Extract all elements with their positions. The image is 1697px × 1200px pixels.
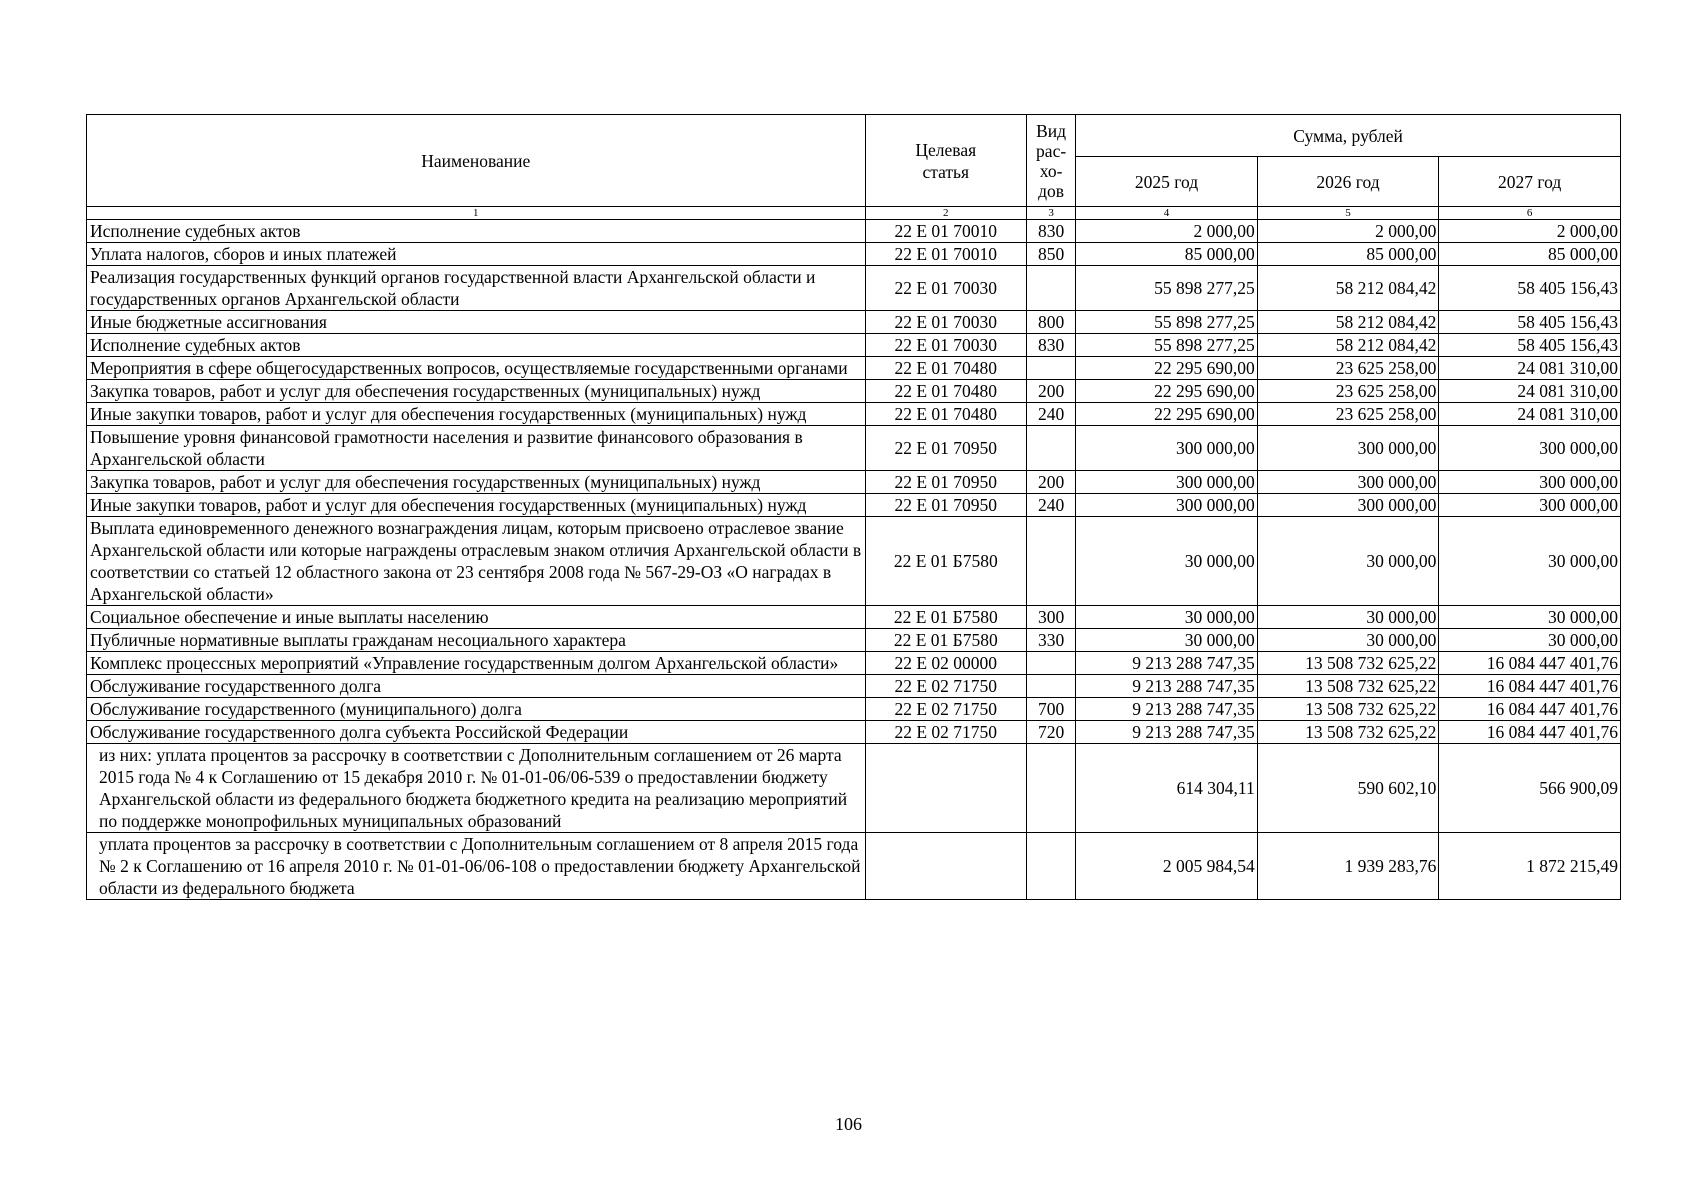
row-expense-kind <box>1027 652 1076 675</box>
header-kind-line: дов <box>1038 180 1065 201</box>
row-name: Иные закупки товаров, работ и услуг для обеспечения государственных (муниципальных) нужд <box>87 403 866 426</box>
row-amount-2027: 24 081 310,00 <box>1439 357 1621 380</box>
row-amount-2027: 300 000,00 <box>1439 494 1621 517</box>
header-kind-line: рас- <box>1036 140 1067 161</box>
row-name: Иные закупки товаров, работ и услуг для обеспечения государственных (муниципальных) нужд <box>87 494 866 517</box>
column-number: 6 <box>1439 207 1621 220</box>
row-name: Исполнение судебных актов <box>87 220 866 243</box>
row-expense-kind: 700 <box>1027 698 1076 721</box>
row-expense-kind <box>1027 357 1076 380</box>
row-amount-2025: 55 898 277,25 <box>1076 266 1258 311</box>
header-kind <box>1027 115 1076 207</box>
row-amount-2027: 300 000,00 <box>1439 471 1621 494</box>
row-amount-2027: 16 084 447 401,76 <box>1439 721 1621 744</box>
row-target-code: 22 Е 01 70480 <box>865 357 1027 380</box>
row-name: Уплата налогов, сборов и иных платежей <box>87 243 866 266</box>
column-numbers-row <box>87 207 1621 220</box>
row-name: Реализация государственных функций органов государственной власти Архангельской области и государственных органов Архангельской области <box>87 266 866 311</box>
row-name: Обслуживание государственного долга <box>87 675 866 698</box>
row-amount-2027: 566 900,09 <box>1439 744 1621 833</box>
table-row <box>87 698 1621 721</box>
row-expense-kind: 720 <box>1027 721 1076 744</box>
row-expense-kind: 300 <box>1027 606 1076 629</box>
row-target-code: 22 Е 02 00000 <box>865 652 1027 675</box>
row-amount-2025: 30 000,00 <box>1076 606 1258 629</box>
header-kind-line: Вид <box>1036 120 1067 141</box>
row-amount-2025: 9 213 288 747,35 <box>1076 652 1258 675</box>
row-amount-2025: 55 898 277,25 <box>1076 334 1258 357</box>
row-expense-kind <box>1027 833 1076 900</box>
header-target-text: Целевая статья <box>915 139 977 182</box>
table-row <box>87 471 1621 494</box>
row-amount-2026: 13 508 732 625,22 <box>1257 721 1439 744</box>
row-target-code: 22 Е 01 70950 <box>865 494 1027 517</box>
row-amount-2026: 30 000,00 <box>1257 629 1439 652</box>
table-row <box>87 652 1621 675</box>
row-expense-kind <box>1027 675 1076 698</box>
table-row <box>87 243 1621 266</box>
table-row <box>87 517 1621 606</box>
row-amount-2025: 300 000,00 <box>1076 471 1258 494</box>
row-target-code: 22 Е 01 70010 <box>865 220 1027 243</box>
row-name: Выплата единовременного денежного вознаграждения лицам, которым присвоено отраслевое звание Архангельской области или которые награждены отраслевым знаком отличия Архангельской области в соответствии со статьей 12 областного закона от 23 сентября 2008 года № 567-29-ОЗ «О наградах в Архангельской области» <box>87 517 866 606</box>
table-row <box>87 311 1621 334</box>
row-amount-2026: 58 212 084,42 <box>1257 311 1439 334</box>
row-expense-kind: 200 <box>1027 380 1076 403</box>
row-expense-kind: 330 <box>1027 629 1076 652</box>
header-2025: 2025 год <box>1076 157 1258 207</box>
row-target-code <box>865 744 1027 833</box>
row-amount-2025: 9 213 288 747,35 <box>1076 721 1258 744</box>
row-amount-2025: 22 295 690,00 <box>1076 380 1258 403</box>
row-target-code: 22 Е 01 70950 <box>865 426 1027 471</box>
table-row <box>87 403 1621 426</box>
row-name: Иные бюджетные ассигнования <box>87 311 866 334</box>
table-row <box>87 426 1621 471</box>
row-target-code: 22 Е 02 71750 <box>865 721 1027 744</box>
row-amount-2026: 590 602,10 <box>1257 744 1439 833</box>
row-target-code: 22 Е 01 70950 <box>865 471 1027 494</box>
row-amount-2025: 30 000,00 <box>1076 517 1258 606</box>
row-name: Закупка товаров, работ и услуг для обеспечения государственных (муниципальных) нужд <box>87 380 866 403</box>
row-amount-2027: 300 000,00 <box>1439 426 1621 471</box>
row-name: из них: уплата процентов за рассрочку в соответствии с Дополнительным соглашением от 26 марта 2015 года № 4 к Соглашению от 15 декабря 2010 г. № 01-01-06/06-539 о предоставлении бюджету Архангельской области из федерального бюджета бюджетного кредита на реализацию мероприятий по поддержке монопрофильных муниципальных образований <box>87 744 866 833</box>
row-amount-2026: 300 000,00 <box>1257 426 1439 471</box>
row-amount-2027: 58 405 156,43 <box>1439 266 1621 311</box>
table-row <box>87 266 1621 311</box>
table-row <box>87 220 1621 243</box>
row-expense-kind <box>1027 517 1076 606</box>
row-amount-2025: 22 295 690,00 <box>1076 403 1258 426</box>
row-expense-kind: 800 <box>1027 311 1076 334</box>
row-name: Публичные нормативные выплаты гражданам несоциального характера <box>87 629 866 652</box>
row-amount-2026: 1 939 283,76 <box>1257 833 1439 900</box>
row-name: Повышение уровня финансовой грамотности населения и развитие финансового образования в Архангельской области <box>87 426 866 471</box>
header-name: Наименование <box>87 115 866 207</box>
row-amount-2026: 58 212 084,42 <box>1257 266 1439 311</box>
row-name: уплата процентов за рассрочку в соответствии с Дополнительным соглашением от 8 апреля 2015 года № 2 к Соглашению от 16 апреля 2010 г. № 01-01-06/06-108 о предоставлении бюджету Архангельской области из федерального бюджета <box>87 833 866 900</box>
row-amount-2027: 16 084 447 401,76 <box>1439 652 1621 675</box>
row-target-code: 22 Е 02 71750 <box>865 698 1027 721</box>
column-number: 4 <box>1076 207 1258 220</box>
row-amount-2026: 58 212 084,42 <box>1257 334 1439 357</box>
table-row <box>87 494 1621 517</box>
row-expense-kind: 830 <box>1027 334 1076 357</box>
row-expense-kind <box>1027 744 1076 833</box>
table-row <box>87 833 1621 900</box>
row-amount-2025: 2 005 984,54 <box>1076 833 1258 900</box>
row-amount-2026: 13 508 732 625,22 <box>1257 698 1439 721</box>
row-amount-2025: 22 295 690,00 <box>1076 357 1258 380</box>
table-row <box>87 334 1621 357</box>
row-amount-2025: 300 000,00 <box>1076 426 1258 471</box>
row-amount-2027: 30 000,00 <box>1439 606 1621 629</box>
row-expense-kind <box>1027 426 1076 471</box>
row-amount-2026: 13 508 732 625,22 <box>1257 675 1439 698</box>
row-amount-2026: 30 000,00 <box>1257 606 1439 629</box>
row-name: Исполнение судебных актов <box>87 334 866 357</box>
row-name: Социальное обеспечение и иные выплаты населению <box>87 606 866 629</box>
column-number: 2 <box>865 207 1027 220</box>
header-2026: 2026 год <box>1257 157 1439 207</box>
row-name: Обслуживание государственного (муниципального) долга <box>87 698 866 721</box>
table-row <box>87 380 1621 403</box>
row-amount-2026: 300 000,00 <box>1257 494 1439 517</box>
row-amount-2026: 300 000,00 <box>1257 471 1439 494</box>
row-amount-2027: 24 081 310,00 <box>1439 380 1621 403</box>
row-target-code: 22 Е 01 70030 <box>865 334 1027 357</box>
header-sum: Сумма, рублей <box>1076 115 1621 157</box>
row-amount-2025: 300 000,00 <box>1076 494 1258 517</box>
row-amount-2027: 30 000,00 <box>1439 629 1621 652</box>
row-amount-2027: 16 084 447 401,76 <box>1439 675 1621 698</box>
column-number: 1 <box>87 207 866 220</box>
row-amount-2025: 9 213 288 747,35 <box>1076 675 1258 698</box>
row-target-code: 22 Е 01 70480 <box>865 380 1027 403</box>
row-amount-2027: 58 405 156,43 <box>1439 311 1621 334</box>
row-amount-2026: 13 508 732 625,22 <box>1257 652 1439 675</box>
row-expense-kind <box>1027 266 1076 311</box>
row-amount-2027: 24 081 310,00 <box>1439 403 1621 426</box>
row-target-code: 22 Е 01 70030 <box>865 311 1027 334</box>
row-amount-2027: 85 000,00 <box>1439 243 1621 266</box>
row-target-code: 22 Е 01 70030 <box>865 266 1027 311</box>
row-name: Мероприятия в сфере общегосударственных вопросов, осуществляемые государственными органами <box>87 357 866 380</box>
row-target-code: 22 Е 02 71750 <box>865 675 1027 698</box>
row-amount-2027: 58 405 156,43 <box>1439 334 1621 357</box>
row-target-code: 22 Е 01 Б7580 <box>865 629 1027 652</box>
header-target <box>865 115 1027 207</box>
column-number: 5 <box>1257 207 1439 220</box>
page-number: 106 <box>835 1114 862 1134</box>
row-amount-2026: 85 000,00 <box>1257 243 1439 266</box>
row-amount-2026: 23 625 258,00 <box>1257 357 1439 380</box>
row-amount-2026: 2 000,00 <box>1257 220 1439 243</box>
row-expense-kind: 850 <box>1027 243 1076 266</box>
row-amount-2025: 30 000,00 <box>1076 629 1258 652</box>
row-amount-2027: 1 872 215,49 <box>1439 833 1621 900</box>
header-kind-line: хо- <box>1039 160 1063 181</box>
column-number: 3 <box>1027 207 1076 220</box>
row-amount-2025: 614 304,11 <box>1076 744 1258 833</box>
row-target-code: 22 Е 01 Б7580 <box>865 517 1027 606</box>
row-target-code: 22 Е 01 70010 <box>865 243 1027 266</box>
row-amount-2026: 23 625 258,00 <box>1257 380 1439 403</box>
table-body <box>87 220 1621 900</box>
row-target-code: 22 Е 01 70480 <box>865 403 1027 426</box>
row-amount-2025: 9 213 288 747,35 <box>1076 698 1258 721</box>
table-row <box>87 675 1621 698</box>
row-amount-2025: 2 000,00 <box>1076 220 1258 243</box>
header-2027: 2027 год <box>1439 157 1621 207</box>
table-row <box>87 606 1621 629</box>
row-amount-2026: 30 000,00 <box>1257 517 1439 606</box>
row-amount-2026: 23 625 258,00 <box>1257 403 1439 426</box>
row-amount-2027: 2 000,00 <box>1439 220 1621 243</box>
row-target-code: 22 Е 01 Б7580 <box>865 606 1027 629</box>
table-row <box>87 629 1621 652</box>
table-row <box>87 721 1621 744</box>
budget-table <box>86 114 1621 900</box>
row-name: Обслуживание государственного долга субъекта Российской Федерации <box>87 721 866 744</box>
row-name: Закупка товаров, работ и услуг для обеспечения государственных (муниципальных) нужд <box>87 471 866 494</box>
table-row <box>87 357 1621 380</box>
row-amount-2027: 30 000,00 <box>1439 517 1621 606</box>
row-amount-2027: 16 084 447 401,76 <box>1439 698 1621 721</box>
row-expense-kind: 240 <box>1027 403 1076 426</box>
row-amount-2025: 85 000,00 <box>1076 243 1258 266</box>
table-row <box>87 744 1621 833</box>
row-amount-2025: 55 898 277,25 <box>1076 311 1258 334</box>
row-expense-kind: 830 <box>1027 220 1076 243</box>
row-expense-kind: 240 <box>1027 494 1076 517</box>
row-name: Комплекс процессных мероприятий «Управление государственным долгом Архангельской области» <box>87 652 866 675</box>
row-target-code <box>865 833 1027 900</box>
row-expense-kind: 200 <box>1027 471 1076 494</box>
